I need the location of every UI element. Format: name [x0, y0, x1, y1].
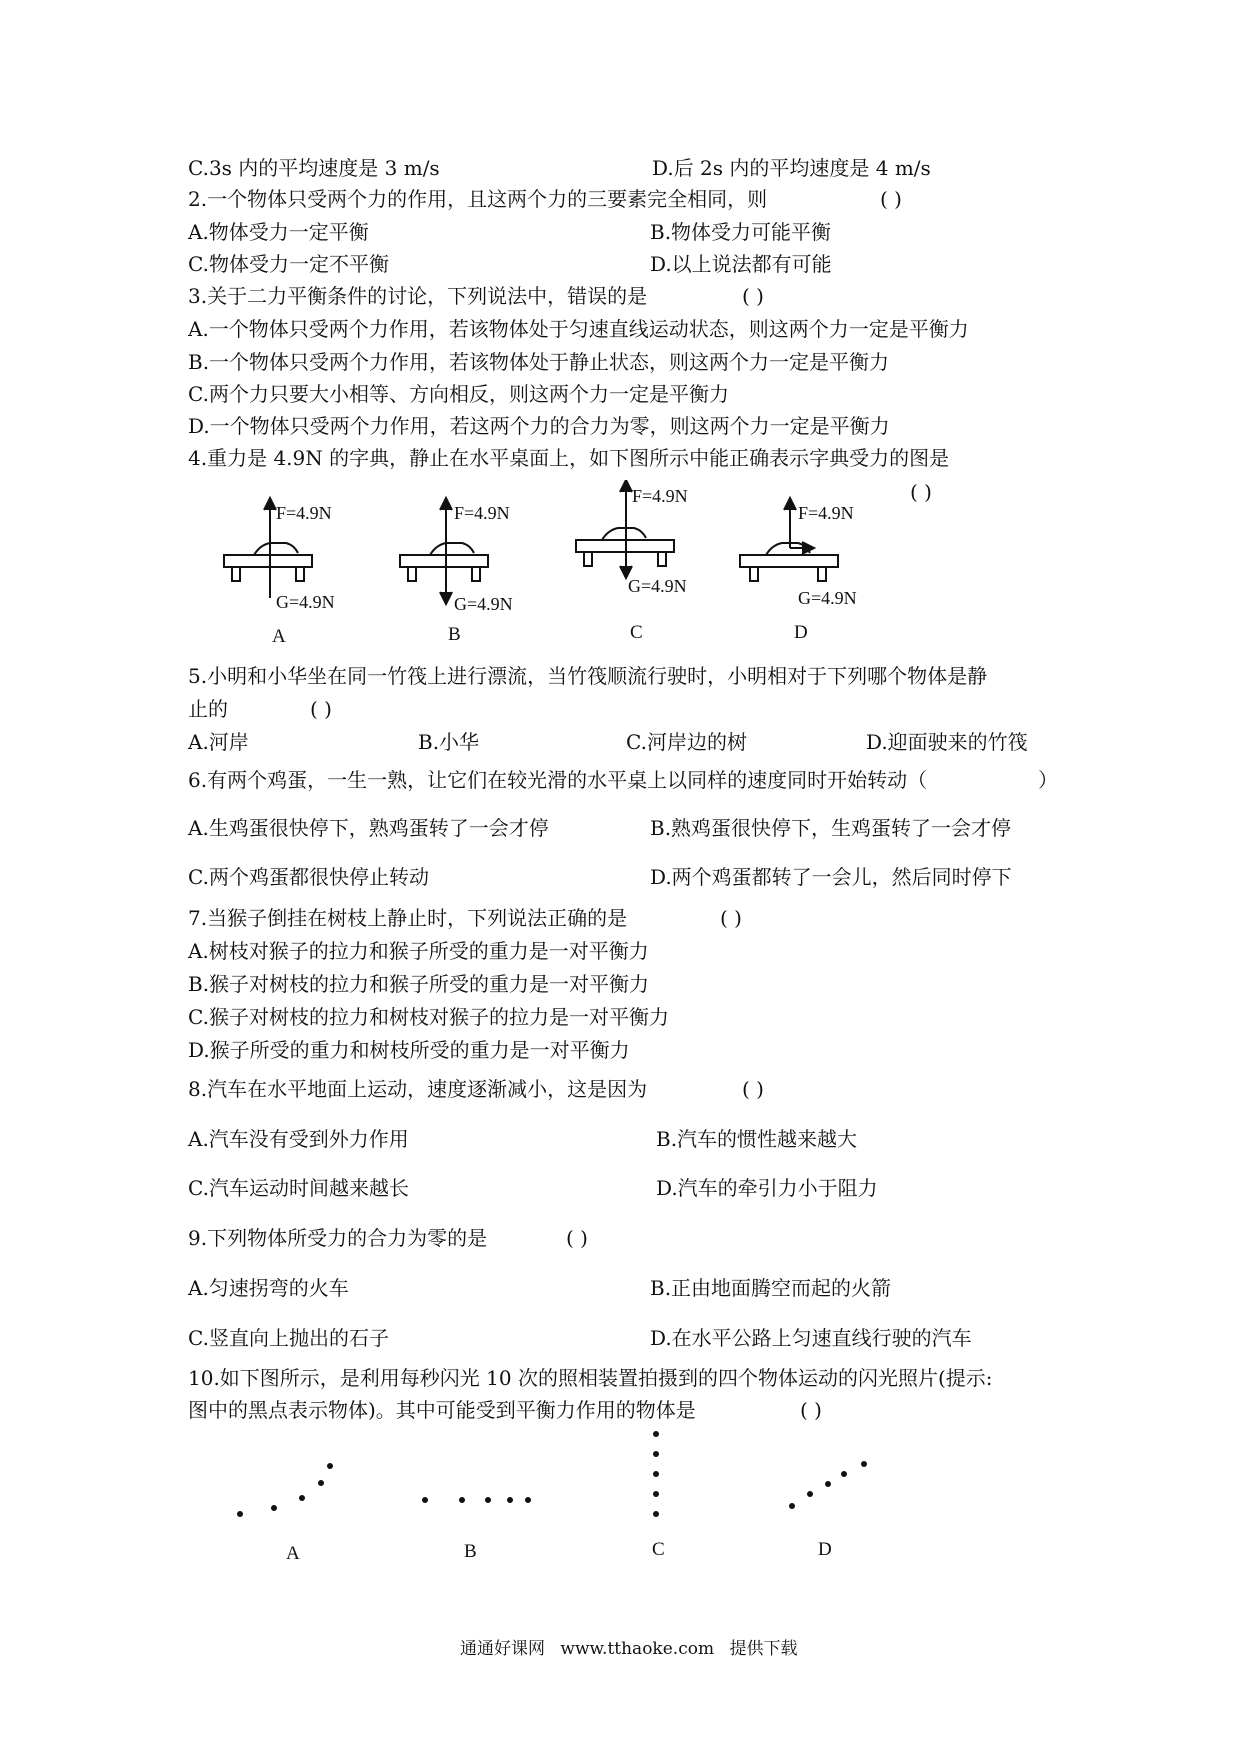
q3-option-d: D.一个物体只受两个力作用，若这两个力的合力为零，则这两个力一定是平衡力 [188, 414, 890, 438]
q5-option-b: B.小华 [418, 730, 480, 754]
q4-d-force-f: F=4.9N [798, 503, 854, 523]
q10-stem-line2: 图中的黑点表示物体)。其中可能受到平衡力作用的物体是 [188, 1398, 696, 1422]
q6-option-a: A.生鸡蛋很快停下，熟鸡蛋转了一会才停 [188, 816, 549, 840]
q1-option-d: D.后 2s 内的平均速度是 4 m/s [652, 156, 931, 180]
q3-stem: 3.关于二力平衡条件的讨论，下列说法中，错误的是 [188, 284, 648, 308]
q5-option-a: A.河岸 [188, 730, 249, 754]
q10-label-c: C [652, 1539, 665, 1560]
q9-option-a: A.匀速拐弯的火车 [188, 1276, 349, 1300]
q7-option-d: D.猴子所受的重力和树枝所受的重力是一对平衡力 [188, 1038, 630, 1062]
q4-label-a: A [272, 626, 286, 647]
q5-option-d: D.迎面驶来的竹筏 [866, 730, 1028, 754]
footer-suffix: 提供下载 [729, 1639, 798, 1659]
q10-flash-photos [220, 1420, 900, 1530]
q1-option-c: C.3s 内的平均速度是 3 m/s [188, 156, 440, 180]
q3-option-c: C.两个力只要大小相等、方向相反，则这两个力一定是平衡力 [188, 382, 729, 406]
q8-answer-blank: ( ) [742, 1077, 764, 1101]
q9-answer-blank: ( ) [566, 1226, 588, 1250]
q10-photo-d [789, 1461, 867, 1509]
q4-a-force-f: F=4.9N [276, 503, 332, 523]
q8-option-d: D.汽车的牵引力小于阻力 [656, 1176, 878, 1200]
q4-c-force-f: F=4.9N [632, 486, 688, 506]
q5-option-c: C.河岸边的树 [626, 730, 747, 754]
footer-site: 通通好课网 [460, 1639, 545, 1659]
q8-option-a: A.汽车没有受到外力作用 [188, 1127, 409, 1151]
q4-a-force-g: G=4.9N [276, 592, 335, 612]
q10-stem-line1: 10.如下图所示，是利用每秒闪光 10 次的照相装置拍摄到的四个物体运动的闪光照片(提示: [188, 1366, 993, 1390]
q10-photo-c [653, 1431, 659, 1517]
q4-b-force-g: G=4.9N [454, 594, 513, 614]
q10-photo-a [237, 1463, 333, 1517]
q2-option-c: C.物体受力一定不平衡 [188, 252, 389, 276]
q4-d-force-g: G=4.9N [798, 588, 857, 608]
q4-b-force-f: F=4.9N [454, 503, 510, 523]
q6-option-b: B.熟鸡蛋很快停下，生鸡蛋转了一会才停 [650, 816, 1012, 840]
q2-option-d: D.以上说法都有可能 [650, 252, 832, 276]
q4-label-c: C [630, 622, 643, 643]
q4-label-d: D [794, 622, 808, 643]
q4-stem: 4.重力是 4.9N 的字典，静止在水平桌面上，如下图所示中能正确表示字典受力的图是 [188, 446, 950, 470]
q8-option-b: B.汽车的惯性越来越大 [656, 1127, 858, 1151]
q2-stem: 2.一个物体只受两个力的作用，且这两个力的三要素完全相同，则 [188, 187, 768, 211]
q5-answer-blank: ( ) [310, 697, 332, 721]
footer-url: www.tthaoke.com [560, 1639, 715, 1659]
q9-option-b: B.正由地面腾空而起的火箭 [650, 1276, 892, 1300]
q8-stem: 8.汽车在水平地面上运动，速度逐渐减小，这是因为 [188, 1077, 648, 1101]
q10-label-b: B [464, 1541, 477, 1562]
q3-answer-blank: ( ) [742, 284, 764, 308]
q9-stem: 9.下列物体所受力的合力为零的是 [188, 1226, 488, 1250]
q4-c-force-g: G=4.9N [628, 576, 687, 596]
q3-option-b: B.一个物体只受两个力作用，若该物体处于静止状态，则这两个力一定是平衡力 [188, 350, 890, 374]
q5-stem-line2: 止的 [188, 697, 228, 721]
q3-option-a: A.一个物体只受两个力作用，若该物体处于匀速直线运动状态，则这两个力一定是平衡力 [188, 317, 969, 341]
q7-option-c: C.猴子对树枝的拉力和树枝对猴子的拉力是一对平衡力 [188, 1005, 669, 1029]
q6-stem: 6.有两个鸡蛋，一生一熟，让它们在较光滑的水平桌上以同样的速度同时开始转动（ [188, 768, 928, 792]
q9-option-c: C.竖直向上抛出的石子 [188, 1326, 389, 1350]
q4-label-b: B [448, 624, 461, 645]
q4-answer-blank: ( ) [910, 480, 932, 504]
q9-option-d: D.在水平公路上匀速直线行驶的汽车 [650, 1326, 972, 1350]
q10-label-a: A [286, 1543, 300, 1564]
q6-answer-blank-end: ） [1038, 768, 1058, 792]
q7-option-b: B.猴子对树枝的拉力和猴子所受的重力是一对平衡力 [188, 972, 650, 996]
q10-answer-blank: ( ) [800, 1398, 822, 1422]
q10-photo-b [422, 1497, 531, 1503]
q2-answer-blank: ( ) [880, 187, 902, 211]
footer [460, 1634, 797, 1659]
q7-answer-blank: ( ) [720, 906, 742, 930]
q2-option-a: A.物体受力一定平衡 [188, 220, 369, 244]
q6-option-c: C.两个鸡蛋都很快停止转动 [188, 865, 429, 889]
q7-stem: 7.当猴子倒挂在树枝上静止时，下列说法正确的是 [188, 906, 628, 930]
q10-label-d: D [818, 1539, 832, 1560]
q2-option-b: B.物体受力可能平衡 [650, 220, 832, 244]
q5-stem-line1: 5.小明和小华坐在同一竹筏上进行漂流，当竹筏顺流行驶时，小明相对于下列哪个物体是静 [188, 664, 988, 688]
q7-option-a: A.树枝对猴子的拉力和猴子所受的重力是一对平衡力 [188, 939, 649, 963]
q8-option-c: C.汽车运动时间越来越长 [188, 1176, 409, 1200]
q6-option-d: D.两个鸡蛋都转了一会儿，然后同时停下 [650, 865, 1012, 889]
